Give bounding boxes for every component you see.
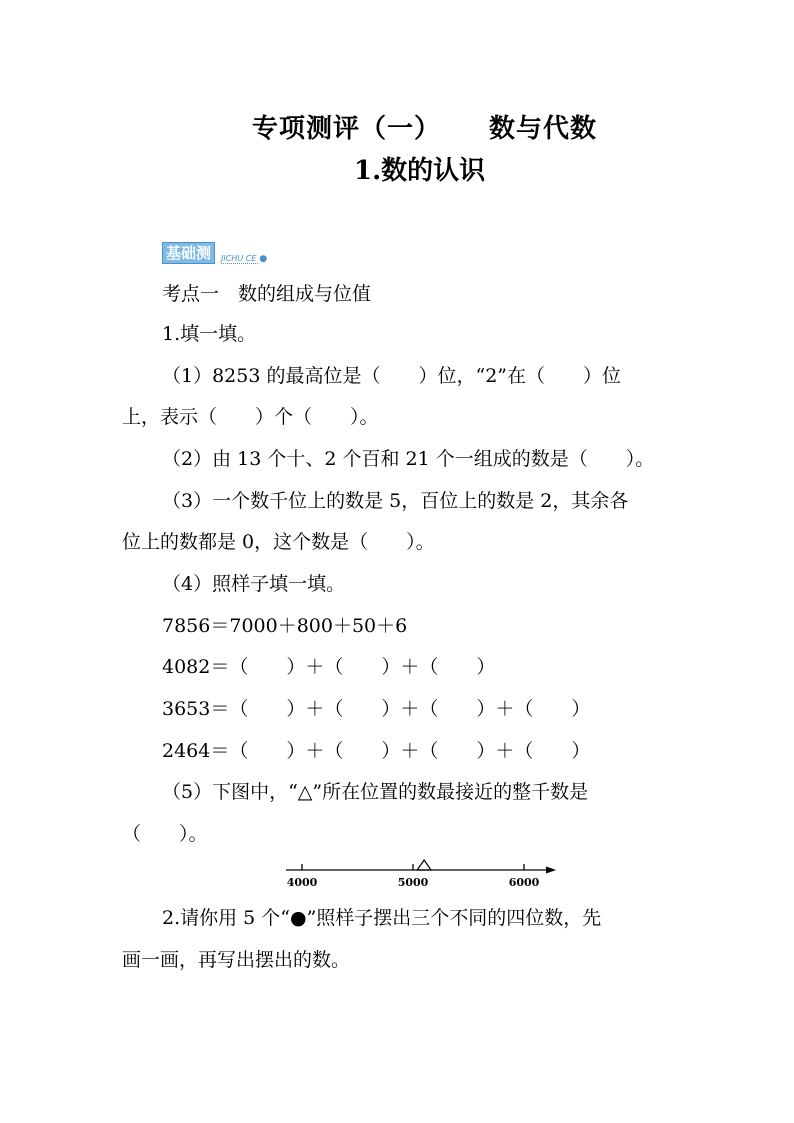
badge-pinyin: JICHU CE [221, 254, 257, 263]
tick-label-4000: 4000 [286, 876, 318, 889]
main-title-left: 专项测评（一） [252, 114, 442, 144]
q2-line2: 画一画，再写出摆出的数。 [122, 949, 351, 971]
q1-part3-line1: （3）一个数千位上的数是 5，百位上的数是 2，其余各 [162, 490, 629, 512]
q1-part4-label: （4）照样子填一填。 [162, 573, 346, 595]
q1-part1-line2: 上，表示（ ）个（ ）。 [122, 406, 379, 428]
q1-part1-line1: （1）8253 的最高位是（ ）位，“2”在（ ）位 [162, 365, 621, 387]
section-heading: 考点一 数的组成与位值 [162, 283, 372, 305]
q1-part5-line2: （ ）。 [122, 823, 208, 845]
badge-label: 基础测 [162, 242, 215, 264]
sub-title: 1.数的认识 [354, 156, 486, 186]
badge-dot-icon: ● [259, 254, 268, 264]
q1-part3-line2: 位上的数都是 0，这个数是（ ）。 [122, 531, 435, 553]
q1-part2: （2）由 13 个十、2 个百和 21 个一组成的数是（ ）。 [162, 448, 655, 470]
q2-line1: 2.请你用 5 个“●”照样子摆出三个不同的四位数，先 [162, 907, 602, 929]
q1-fill-4082: 4082＝（ ）＋（ ）＋（ ） [162, 656, 496, 678]
q1-label: 1.填一填。 [162, 323, 257, 345]
tick-label-6000: 6000 [508, 876, 540, 889]
number-line [284, 856, 558, 890]
main-title-right: 数与代数 [489, 114, 598, 144]
q1-fill-3653: 3653＝（ ）＋（ ）＋（ ）＋（ ） [162, 698, 591, 720]
q1-example: 7856＝7000＋800＋50＋6 [162, 615, 408, 637]
main-title [252, 108, 597, 145]
triangle-marker-icon [417, 860, 431, 870]
tick-label-5000: 5000 [397, 876, 429, 889]
number-line-arrow-icon [546, 867, 556, 874]
section-badge [162, 242, 267, 264]
q1-fill-2464: 2464＝（ ）＋（ ）＋（ ）＋（ ） [162, 740, 591, 762]
q1-part5-line1: （5）下图中，“△”所在位置的数最接近的整千数是 [162, 781, 589, 803]
